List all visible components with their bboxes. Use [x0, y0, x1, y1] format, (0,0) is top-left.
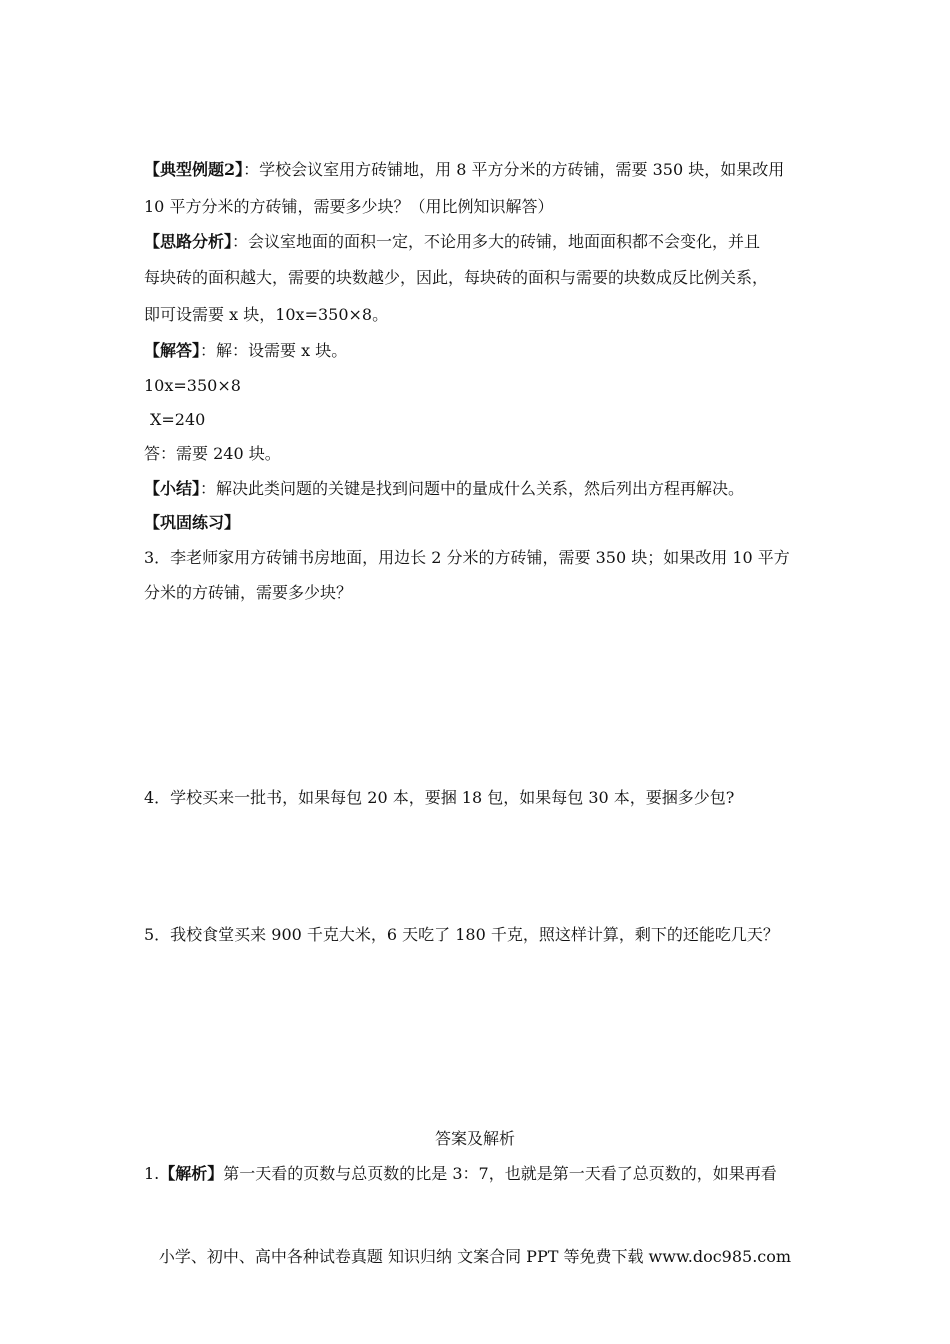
analysis-label: 【思路分析】	[144, 232, 233, 251]
summary-label: 【小结】	[144, 479, 201, 498]
analysis-text: ：会议室地面的面积一定，不论用多大的砖铺，地面面积都不会变化，并且	[232, 232, 761, 251]
question-3-line2: 分米的方砖铺，需要多少块？	[144, 583, 353, 602]
example2-line1	[144, 160, 784, 180]
summary-line	[144, 479, 744, 499]
question-3-line1: 3．李老师家用方砖铺书房地面，用边长 2 分米的方砖铺，需要 350 块；如果改用 10 平方	[144, 548, 790, 567]
solution-label: 【解答】	[144, 341, 201, 360]
solution-answer: 答：需要 240 块。	[144, 444, 281, 463]
practice-heading: 【巩固练习】	[144, 513, 241, 532]
example2-text: ：学校会议室用方砖铺地，用 8 平方分米的方砖铺，需要 350 块，如果改用	[243, 160, 785, 179]
question-4: 4．学校买来一批书，如果每包 20 本，要捆 18 包，如果每包 30 本，要捆多少包?	[144, 788, 735, 807]
solution-equation-1: 10x=350×8	[144, 376, 241, 395]
analysis-line1	[144, 232, 760, 252]
answers-text: 第一天看的页数与总页数的比是 3：7，也就是第一天看了总页数的，如果再看	[223, 1164, 777, 1183]
analysis-line2: 每块砖的面积越大，需要的块数越少，因此，每块砖的面积与需要的块数成反比例关系，	[144, 268, 769, 287]
page-footer: 小学、初中、高中各种试卷真题 知识归纳 文案合同 PPT 等免费下载 www.doc985.com	[158, 1247, 792, 1266]
example2-line2: 10 平方分米的方砖铺，需要多少块？（用比例知识解答）	[144, 197, 554, 216]
summary-text: ：解决此类问题的关键是找到问题中的量成什么关系，然后列出方程再解决。	[200, 479, 745, 498]
solution-text: ：解：设需要 x 块。	[200, 341, 348, 360]
question-5: 5．我校食堂买来 900 千克大米，6 天吃了 180 千克，照这样计算，剩下的还能吃几天？	[144, 925, 779, 944]
answers-number: 1.	[144, 1164, 160, 1183]
answers-label: 【解析】	[159, 1164, 224, 1183]
example2-label: 【典型例题2】	[144, 160, 244, 179]
answers-line1	[144, 1164, 777, 1184]
solution-equation-2: X=240	[150, 410, 206, 429]
solution-line1	[144, 341, 347, 361]
answers-title: 答案及解析	[434, 1129, 515, 1148]
analysis-line3: 即可设需要 x 块，10x=350×8。	[144, 305, 389, 324]
